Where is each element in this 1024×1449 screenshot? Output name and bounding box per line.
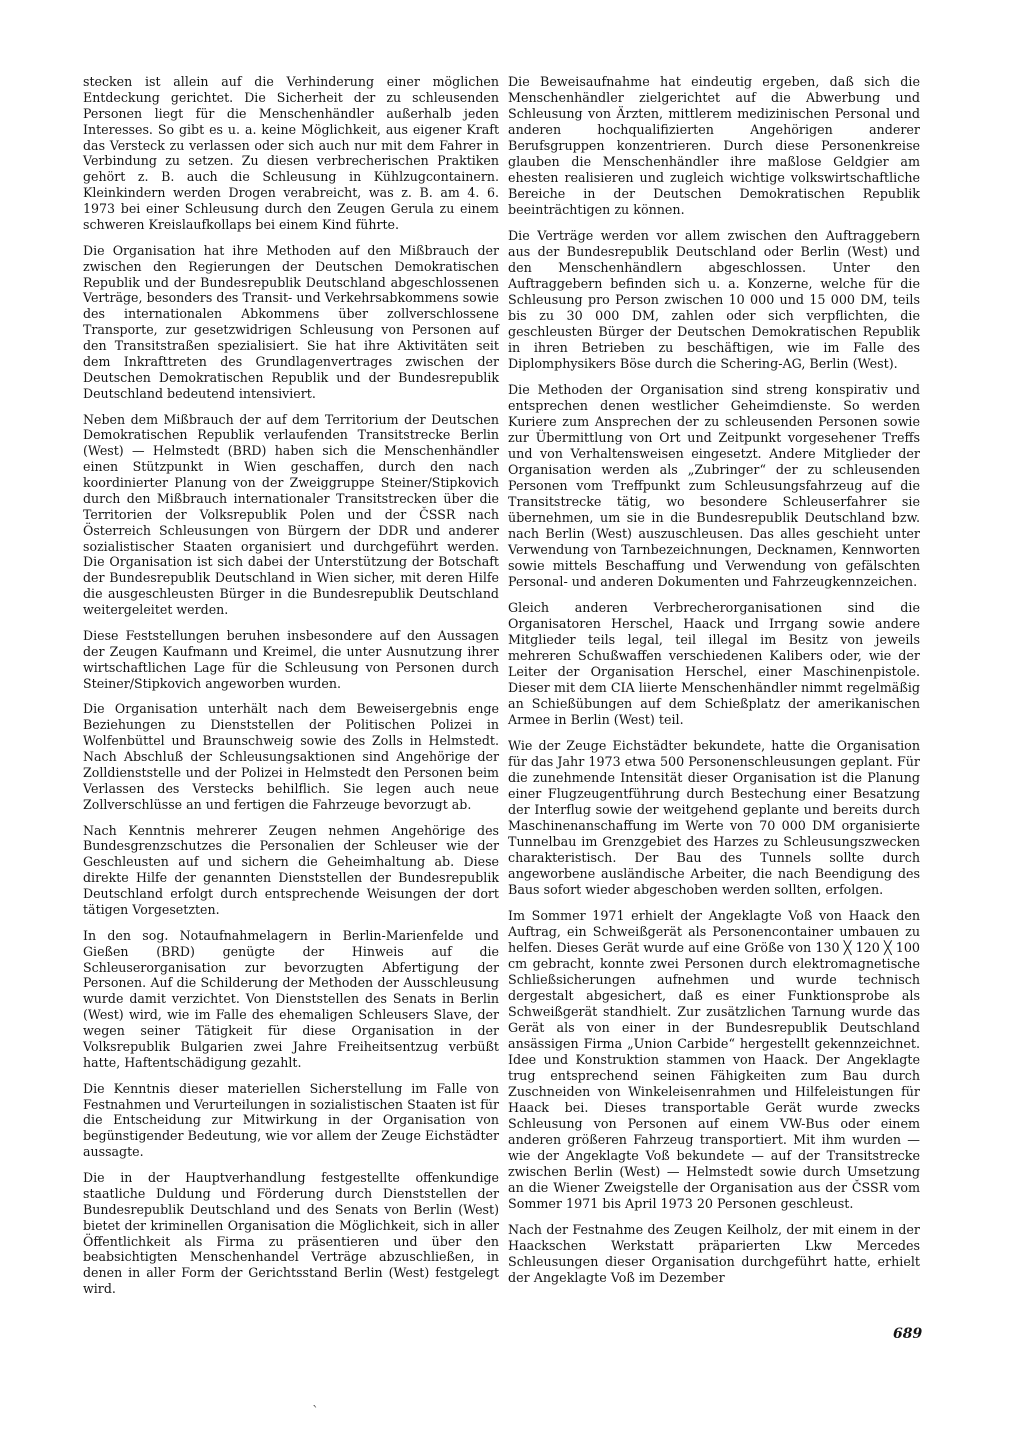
- paragraph: Die Verträge werden vor allem zwischen den Auftraggebern aus der Bundesrepublik Deutschland oder Berlin (West) und den Menschenhändlern abgeschlossen. Unter den Auftraggebern befinden sich u. a. Konzerne, welche für die Schleusung pro Person zwischen 10 000 und 15 000 DM, teils bis zu 30 000 DM, zahlen oder sich verpflichten, die geschleusten Bürger der Deutschen Demokratischen Republik in ihren Betrieben zu beschäftigen, wie im Falle des Diplomphysikers Böse durch die Schering-AG, Berlin (West).: [508, 228, 920, 371]
- paragraph: In den sog. Notaufnahmelagern in Berlin-Marienfelde und Gießen (BRD) genügte der Hinweis auf die Schleuserorganisation zur bevorzugten Abfertigung der Personen. Auf die Schilderung der Methoden der Ausschleusung wurde damit verzichtet. Von Dienststellen des Senats in Berlin (West) wird, wie im Falle des ehemaligen Schleusers Slave, der wegen seiner Tätigkeit für diese Organisation in der Volksrepublik Bulgarien zwei Jahre Freiheitsentzug verbüßt hatte, Haftentschädigung gezahlt.: [83, 927, 499, 1070]
- paragraph: Die Methoden der Organisation sind streng konspirativ und entsprechen denen westlicher Geheimdienste. So werden Kuriere zum Ansprechen der zu schleusenden Personen sowie zur Übermittlung von Ort und Zeitpunkt vorgesehener Treffs und von Verhaltensweisen eingesetzt. Andere Mitglieder der Organisation werden als „Zubringer“ der zu schleusenden Personen vom Treffpunkt zum Schleusungsfahrzeug auf die Transitstrecke tätig, wo besondere Schleuserfahrer sie übernehmen, um sie in die Bundesrepublik Deutschland bzw. nach Berlin (West) auszuschleusen. Das alles geschieht unter Verwendung von Tarnbezeichnungen, Decknamen, Kennworten sowie mittels Beschaffung und Verwendung von gefälschten Personal- und anderen Dokumenten und Fahrzeugkennzeichen.: [508, 382, 920, 589]
- left-text-column: [83, 74, 499, 1307]
- paragraph: Nach Kenntnis mehrerer Zeugen nehmen Angehörige des Bundesgrenzschutzes die Personalien der Schleuser wie der Geschleusten auf und sichern die Geheimhaltung ab. Diese direkte Hilfe der genannten Dienststellen der Bundesrepublik Deutschland erfolgt durch entsprechende Weisungen der dort tätigen Vorgesetzten.: [83, 822, 499, 917]
- paragraph: Die Organisation hat ihre Methoden auf den Mißbrauch der zwischen den Regierungen der Deutschen Demokratischen Republik und der Bundesrepublik Deutschland abgeschlossenen Verträge, besonders des Transit- und Verkehrsabkommens sowie des internationalen Abkommens über zollverschlossene Transporte, zur gesetzwidrigen Schleusung von Personen auf den Transitstraßen spezialisiert. Sie hat ihre Aktivitäten seit dem Inkrafttreten des Grundlagenvertrages zwischen der Deutschen Demokratischen Republik und der Bundesrepublik Deutschland bedeutend intensiviert.: [83, 242, 499, 401]
- paragraph: Neben dem Mißbrauch der auf dem Territorium der Deutschen Demokratischen Republik verlaufenden Transitstrecke Berlin (West) — Helmstedt (BRD) haben sich die Menschenhändler einen Stützpunkt in Wien geschaffen, durch den nach koordinierter Planung von der Zweiggruppe Steiner/Stipkovich durch den Mißbrauch internationaler Transitstrecken über die Territorien der Volksrepublik Polen und der ČSSR nach Österreich Schleusungen von Bürgern der DDR und anderer sozialistischer Staaten organisiert und durchgeführt werden. Die Organisation ist sich dabei der Unterstützung der Botschaft der Bundesrepublik Deutschland in Wien sicher, mit deren Hilfe die ausgeschleusten Bürger in die Bundesrepublik Deutschland weitergeleitet werden.: [83, 411, 499, 617]
- paragraph: Diese Feststellungen beruhen insbesondere auf den Aussagen der Zeugen Kaufmann und Kreimel, die unter Ausnutzung ihrer wirtschaftlichen Lage für die Schleusung von Personen durch Steiner/Stipkovich angeworben wurden.: [83, 627, 499, 691]
- paragraph: Wie der Zeuge Eichstädter bekundete, hatte die Organisation für das Jahr 1973 etwa 500 Personenschleusungen geplant. Für die zunehmende Intensität dieser Organisation ist die Planung einer Flugzeugentführung durch Bestechung einer Besatzung der Interflug sowie der weitgehend geplante und bereits durch Maschinenanschaffung im Werte von 70 000 DM organisierte Tunnelbau im Grenzgebiet des Harzes zu Schleusungszwecken charakteristisch. Der Bau des Tunnels sollte durch angeworbene ausländische Arbeiter, die nach Beendigung des Baus sofort wieder abgeschoben werden sollten, erfolgen.: [508, 738, 920, 897]
- paragraph: Die Organisation unterhält nach dem Beweisergebnis enge Beziehungen zu Dienststellen der Politischen Polizei in Wolfenbüttel und Braunschweig sowie des Zolls in Helmstedt. Nach Abschluß der Schleusungsaktionen sind Angehörige der Zolldienststelle und der Polizei in Helmstedt den Personen beim Verlassen des Verstecks behilflich. Sie legen auch neue Zollverschlüsse an und fertigen die Fahrzeuge bevorzugt ab.: [83, 701, 499, 812]
- page-number: 689: [893, 1326, 923, 1342]
- paragraph: Die Beweisaufnahme hat eindeutig ergeben, daß sich die Menschenhändler zielgerichtet auf die Abwerbung und Schleusung von Ärzten, mittlerem medizinischen Personal und anderen hochqualifizierten Angehörigen anderer Berufsgruppen konzentrieren. Durch diese Personenkreise glauben die Menschenhändler ihre maßlose Geldgier am ehesten realisieren und zugleich wichtige volkswirtschaftliche Bereiche in der Deutschen Demokratischen Republik beeinträchtigen zu können.: [508, 74, 920, 217]
- paragraph: Die Kenntnis dieser materiellen Sicherstellung im Falle von Festnahmen und Verurteilungen in sozialistischen Staaten ist für die Entscheidung zur Mitwirkung in der Organisation von begünstigender Bedeutung, wie vor allem der Zeuge Eichstädter aussagte.: [83, 1080, 499, 1160]
- stray-pen-mark: ˋ: [312, 1404, 319, 1420]
- paragraph: Nach der Festnahme des Zeugen Keilholz, der mit einem in der Haackschen Werkstatt präparierten Lkw Mercedes Schleusungen dieser Organisation durchgeführt hatte, erhielt der Angeklagte Voß im Dezember: [508, 1222, 920, 1285]
- paragraph: Gleich anderen Verbrecherorganisationen sind die Organisatoren Herschel, Haack und Irrgang sowie andere Mitglieder teils legal, teil illegal im Besitz von jeweils mehreren Schußwaffen verschiedenen Kalibers oder, wie der Leiter der Organisation Herschel, einer Maschinenpistole. Dieser mit dem CIA liierte Menschenhändler nimmt regelmäßig an Schießübungen auf dem Schießplatz der amerikanischen Armee in Berlin (West) teil.: [508, 600, 920, 727]
- right-text-column: [508, 74, 920, 1296]
- paragraph: stecken ist allein auf die Verhinderung einer möglichen Entdeckung gerichtet. Die Sicherheit der zu schleusenden Personen liegt für die Menschenhändler außerhalb jeden Interesses. So gibt es u. a. keine Möglichkeit, aus eigener Kraft das Versteck zu verlassen oder sich auch nur mit dem Fahrer in Verbindung zu setzen. Zu diesen verbrecherischen Praktiken gehört z. B. auch die Schleusung in Kühlzugcontainern. Kleinkindern werden Drogen verabreicht, was z. B. am 4. 6. 1973 bei einer Schleusung durch den Zeugen Gerula zu einem schweren Kreislaufkollaps bei einem Kind führte.: [83, 74, 499, 232]
- paragraph: Im Sommer 1971 erhielt der Angeklagte Voß von Haack den Auftrag, ein Schweißgerät als Personencontainer umbauen zu helfen. Dieses Gerät wurde auf eine Größe von 130 ╳ 120 ╳ 100 cm gebracht, konnte zwei Personen durch elektromagnetische Schließsicherungen aufnehmen und wurde technisch dergestalt abgesichert, daß es einer Funktionsprobe als Schweißgerät standhielt. Zur zusätzlichen Tarnung wurde das Gerät als von einer in der Bundesrepublik Deutschland ansässigen Firma „Union Carbide“ hergestellt gekennzeichnet. Idee und Konstruktion stammen von Haack. Der Angeklagte trug entsprechend seinen Fähigkeiten zum Bau durch Zuschneiden von Winkeleisenrahmen und Hilfeleistungen für Haack bei. Dieses transportable Gerät wurde zwecks Schleusung von Personen auf einem VW-Bus oder einem anderen größeren Fahrzeug transportiert. Mit ihm wurden — wie der Angeklagte Voß bekundete — auf der Transitstrecke zwischen Berlin (West) — Helmstedt sowie durch Umsetzung an die Wiener Zweigstelle der Organisation aus der ČSSR vom Sommer 1971 bis April 1973 20 Personen geschleust.: [508, 908, 920, 1211]
- paragraph: Die in der Hauptverhandlung festgestellte offenkundige staatliche Duldung und Förderung durch Dienststellen der Bundesrepublik Deutschland und des Senats von Berlin (West) bietet der kriminellen Organisation die Möglichkeit, sich in aller Öffentlichkeit als Firma zu präsentieren und über den beabsichtigten Menschenhandel Verträge abzuschließen, in denen in aller Form der Gerichtsstand Berlin (West) festgelegt wird.: [83, 1170, 499, 1297]
